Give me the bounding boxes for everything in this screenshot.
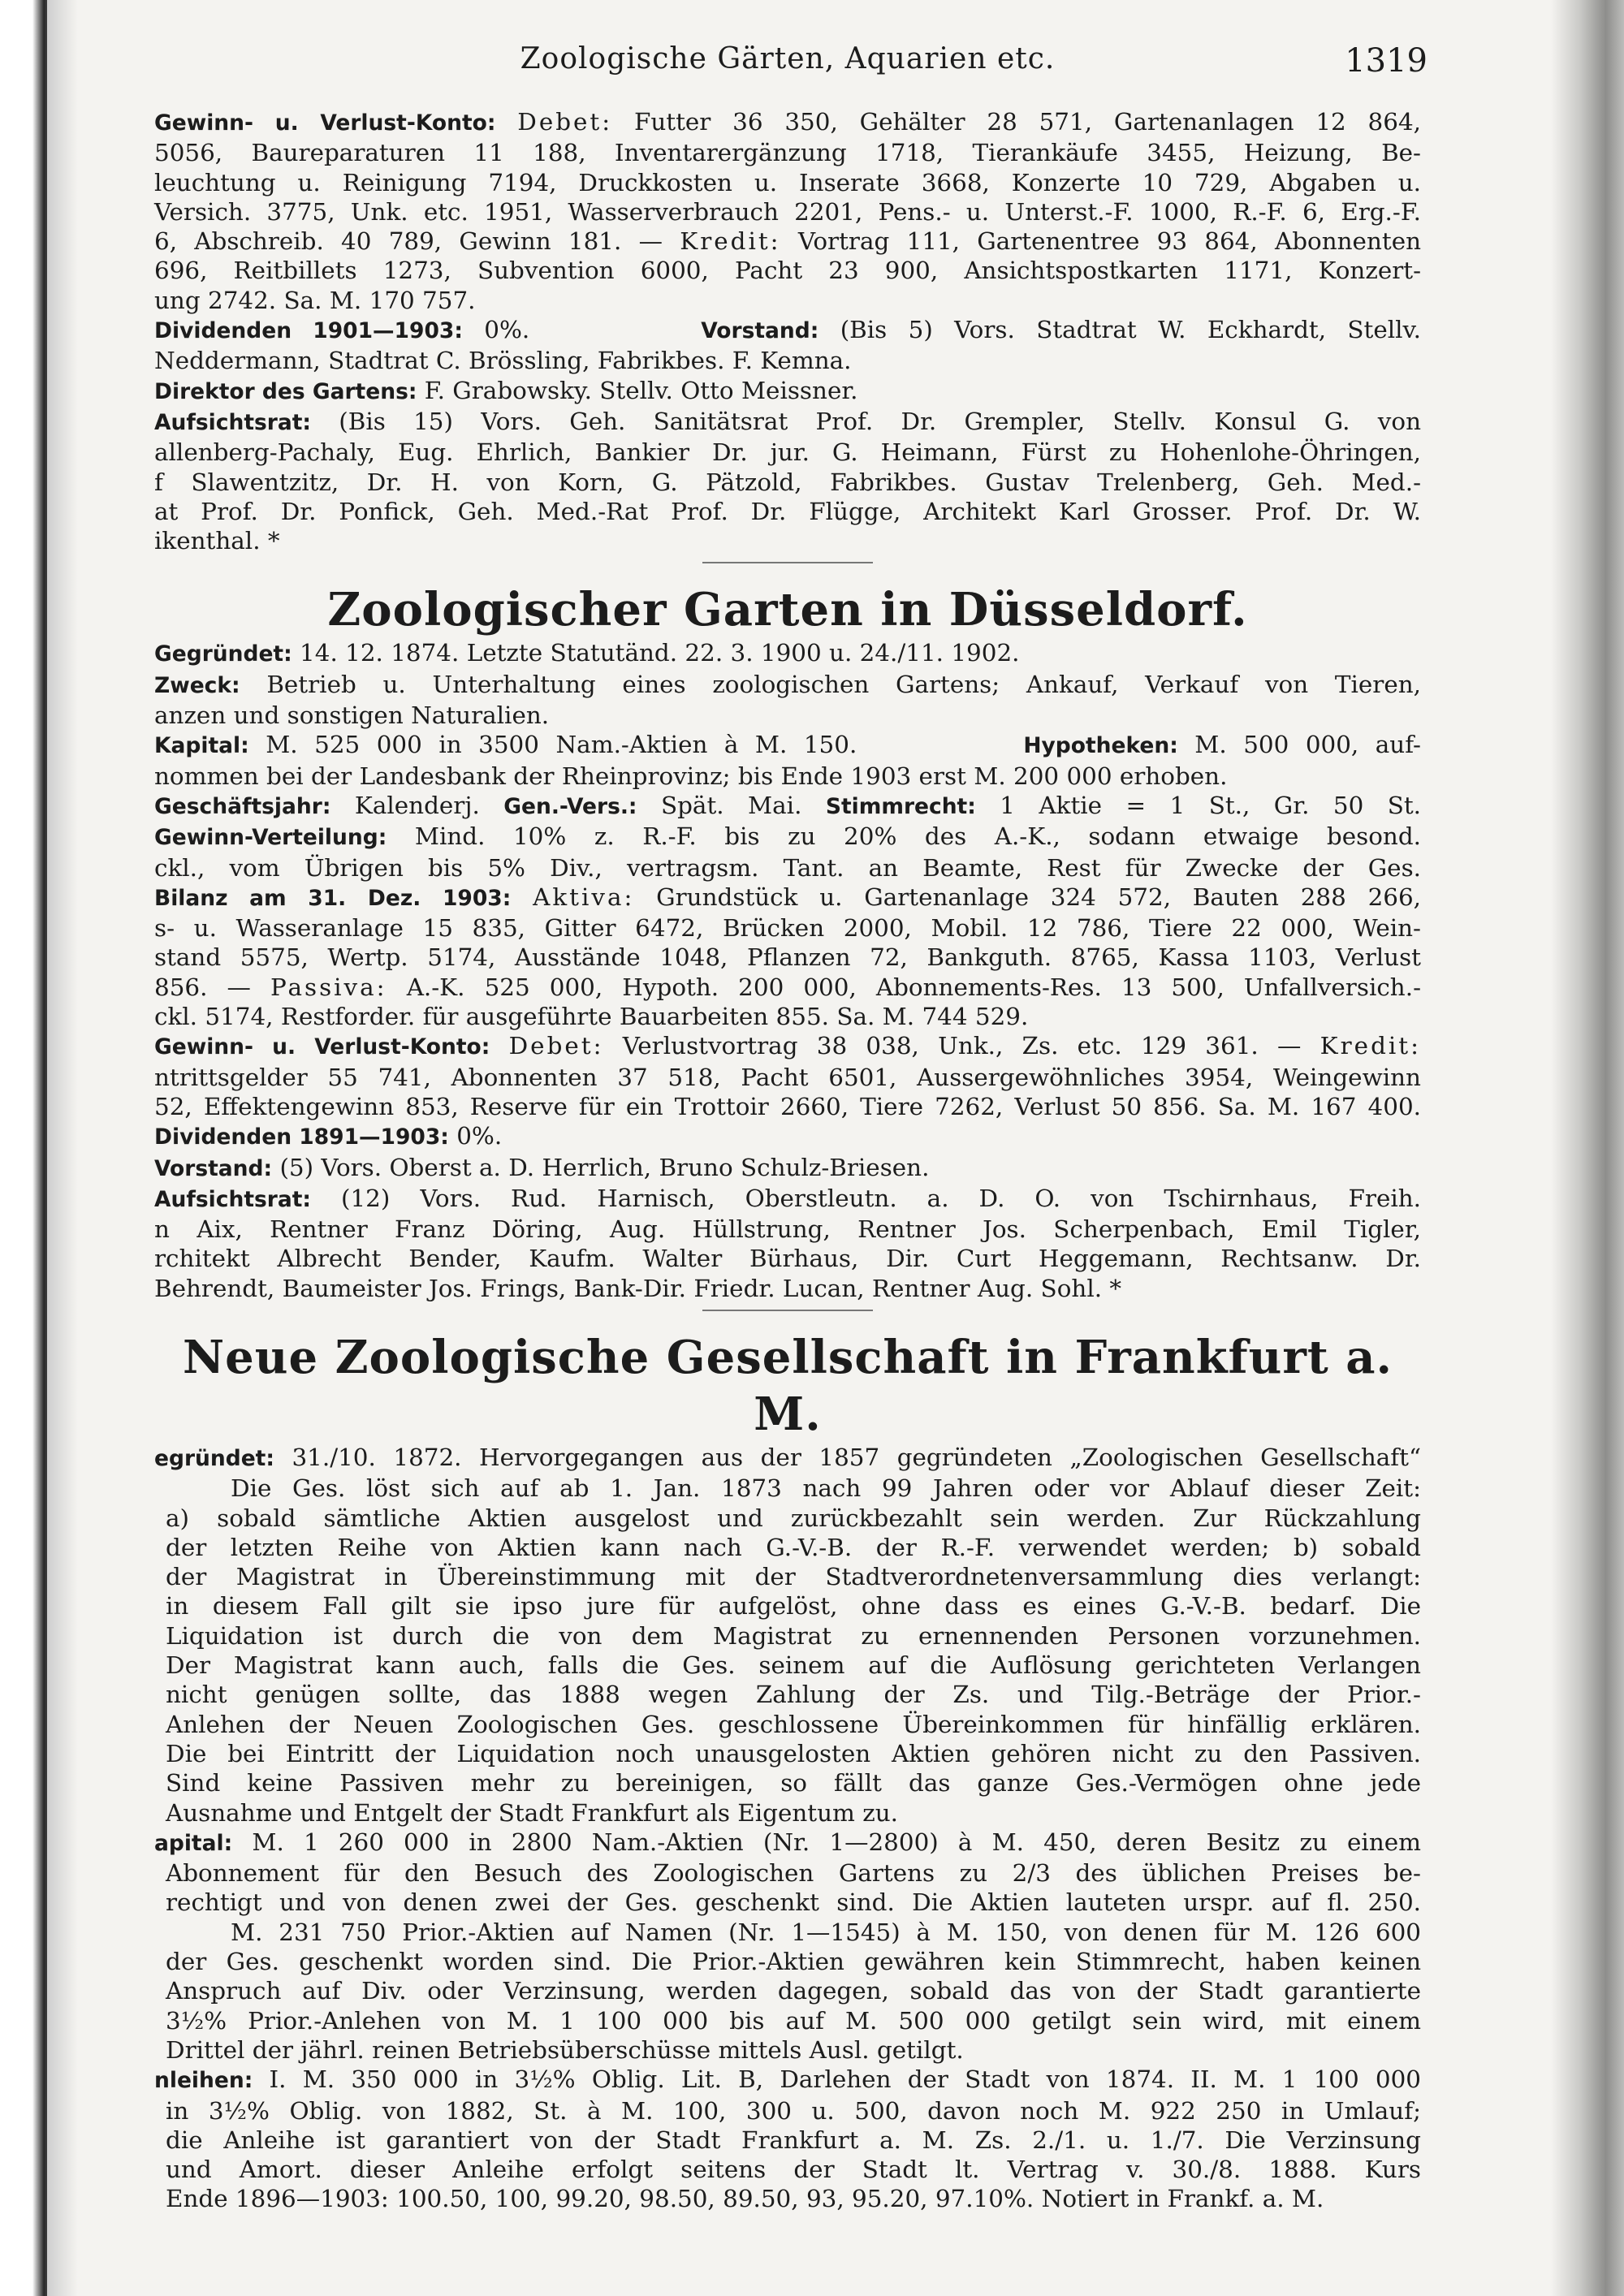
book-binding-shadow <box>0 0 47 2296</box>
text-line: M. 231 750 Prior.-Aktien auf Namen (Nr. 1—1545) à M. 150, von denen für M. 126 600 <box>231 1918 1421 1946</box>
entry-label: Vorstand: <box>154 1155 273 1181</box>
text-line <box>154 1443 1421 1474</box>
text-line: der Magistrat in Übereinstimmung mit der Stadtverordnetenversammlung dies verlangt: <box>166 1563 1421 1591</box>
text-line: Anspruch auf Div. oder Verzinsung, werden dagegen, sobald das von der Stadt garantierte <box>166 1977 1421 2005</box>
text-line <box>154 670 1421 701</box>
entry-text: Mind. 10% z. R.-F. bis zu 20% des A.-K., sodann etwaige besond. <box>414 822 1422 851</box>
entry-text: Grundstück u. Gartenanlage 324 572, Bauten 288 266, <box>656 883 1422 911</box>
entry-label: egründet: <box>154 1445 274 1471</box>
text-line: at Prof. Dr. Ponfick, Geh. Med.-Rat Prof. Dr. Flügge, Architekt Karl Grosser. Prof. Dr. W. <box>154 497 1421 525</box>
text-line: in 3½% Oblig. von 1882, St. à M. 100, 300 u. 500, davon noch M. 922 250 in Umlauf; <box>166 2096 1421 2125</box>
section-divider <box>702 562 873 563</box>
text-line <box>154 107 1421 138</box>
entry-label: apital: <box>154 1830 233 1856</box>
text-line: Ende 1896—1903: 100.50, 100, 99.20, 98.50, 89.50, 93, 95.20, 97.10%. Notiert in Frankf. a. M. <box>166 2185 1324 2213</box>
text-line: ung 2742. Sa. M. 170 757. <box>154 286 476 314</box>
text-line: n Aix, Rentner Franz Döring, Aug. Hüllstrung, Rentner Jos. Scherpenbach, Emil Tigler, <box>154 1215 1421 1244</box>
text-line <box>154 791 1421 822</box>
entry-text: A.-K. 525 000, Hypoth. 200 000, Abonnements-Res. 13 500, Unfallversich.- <box>406 973 1422 1001</box>
entry-label: Kapital: <box>154 733 249 759</box>
entry-sublabel: Debet: <box>517 108 613 136</box>
loans-paragraph <box>154 2096 1421 2214</box>
text-line: 696, Reitbillets 1273, Subvention 6000, Pacht 23 900, Ansichtspostkarten 1171, Konzert- <box>154 257 1421 285</box>
entry-label: Bilanz am 31. Dez. 1903: <box>154 885 512 911</box>
entry-text: I. M. 350 000 in 3½% Oblig. Lit. B, Darlehen der Stadt von 1874. II. M. 1 100 000 <box>269 2065 1422 2094</box>
page-header <box>154 42 1427 83</box>
entry-sublabel: Kredit: <box>1320 1032 1421 1060</box>
page-number: 1319 <box>1345 42 1427 80</box>
entry-label: Dividenden 1901—1903: <box>154 318 463 344</box>
entry-text: Vortrag 111, Gartenentree 93 864, Abonnenten <box>797 227 1422 256</box>
entry-label: Direktor des Gartens: <box>154 378 417 404</box>
text-line: rchitekt Albrecht Bender, Kaufm. Walter Bürhaus, Dir. Curt Heggemann, Rechtsanw. Dr. <box>154 1245 1421 1273</box>
entry-text: 14. 12. 1874. Letzte Statutänd. 22. 3. 1900 u. 24./11. 1902. <box>300 639 1020 667</box>
entry-label: Gewinn- u. Verlust-Konto: <box>154 1034 490 1060</box>
text-line <box>154 315 1421 346</box>
entry-text: 856. — <box>154 973 251 1001</box>
entry-sublabel: Passiva: <box>270 973 387 1001</box>
text-line <box>154 1184 1421 1215</box>
page-body <box>154 107 1421 2214</box>
text-line <box>154 1031 1421 1062</box>
entry-text: (12) Vors. Rud. Harnisch, Oberstleutn. a. D. O. von Tschirnhaus, Freih. <box>341 1184 1422 1212</box>
page <box>154 0 1427 2296</box>
text-line <box>154 730 1421 761</box>
text-line <box>154 1153 1421 1184</box>
text-line: nicht genügen sollte, das 1888 wegen Zahlung der Zs. und Tilg.-Beträge der Prior.- <box>166 1681 1421 1709</box>
text-line: Die bei Eintritt der Liquidation noch unausgelosten Aktien gehören nicht zu den Passiven. <box>166 1739 1421 1767</box>
entry-label: Hypotheken: <box>1023 733 1178 759</box>
text-line: Abonnement für den Besuch des Zoologischen Gartens zu 2/3 des üblichen Preises be- <box>166 1859 1421 1888</box>
text-line: ckl. 5174, Restforder. für ausgeführte Bauarbeiten 855. Sa. M. 744 529. <box>154 1003 1029 1031</box>
section-frankfurt <box>154 1329 1421 2214</box>
text-line <box>154 822 1421 852</box>
text-line: der Ges. geschenkt worden sind. Die Prior.-Aktien gewähren kein Stimmrecht, haben keinen <box>166 1948 1421 1976</box>
text-line <box>154 1828 1421 1858</box>
binding-edge <box>47 0 78 2296</box>
entry-text: 1 Aktie = 1 St., Gr. 50 St. <box>1000 791 1422 819</box>
entry-label: Stimmrecht: <box>825 793 976 819</box>
entry-label: Aufsichtsrat: <box>154 1186 311 1212</box>
text-line: die Anleihe ist garantiert von der Stadt Frankfurt a. M. Zs. 2./1. u. 1./7. Die Verzinsung <box>166 2126 1421 2154</box>
entry-label: Dividenden 1891—1903: <box>154 1124 449 1150</box>
text-line: f Slawentzitz, Dr. H. von Korn, G. Pätzold, Fabrikbes. Gustav Trelenberg, Geh. Med.- <box>154 468 1421 496</box>
text-line: stand 5575, Wertp. 5174, Ausstände 1048, Pflanzen 72, Bankguth. 8765, Kassa 1103, Verlust <box>154 943 1421 972</box>
entry-label: Gen.-Vers.: <box>503 793 637 819</box>
entry-text: Futter 36 350, Gehälter 28 571, Gartenanlagen 12 864, <box>633 108 1421 136</box>
entry-label: Aufsichtsrat: <box>154 409 311 435</box>
text-line: Behrendt, Baumeister Jos. Frings, Bank-Dir. Friedr. Lucan, Rentner Aug. Sohl. * <box>154 1274 1122 1302</box>
text-line: rechtigt und von denen zwei der Ges. geschenkt sind. Die Aktien lauteten urspr. auf fl. 250. <box>166 1888 1421 1917</box>
section-continuation <box>154 107 1421 563</box>
entry-label: Vorstand: <box>701 318 819 344</box>
entry-label: Zweck: <box>154 672 240 698</box>
text-line: 52, Effektengewinn 853, Reserve für ein Trottoir 2660, Tiere 7262, Verlust 50 856. Sa. M. 167 400. <box>154 1092 1421 1120</box>
entry-text: 31./10. 1872. Hervorgegangen aus der 1857 gegründeten „Zoologischen Gesellschaft“ <box>292 1443 1421 1471</box>
entry-text: F. Grabowsky. Stellv. Otto Meissner. <box>424 376 858 404</box>
entry-text: M. 1 260 000 in 2800 Nam.-Aktien (Nr. 1—2800) à M. 450, deren Besitz zu einem <box>252 1828 1422 1856</box>
entry-label: Geschäftsjahr: <box>154 793 331 819</box>
entry-text: Spät. Mai. <box>660 791 802 819</box>
text-line: ckl., vom Übrigen bis 5% Div., vertragsm. Tant. an Beamte, Rest für Zwecke der Ges. <box>154 853 1421 882</box>
entry-text: (Bis 15) Vors. Geh. Sanitätsrat Prof. Dr. Grempler, Stellv. Konsul G. von <box>339 407 1421 435</box>
entry-sublabel: Debet: <box>508 1032 604 1060</box>
text-line: Der Magistrat kann auch, falls die Ges. seinem auf die Auflösung gerichteten Verlangen <box>166 1651 1421 1680</box>
section-title: Zoologischer Garten in Düsseldorf. <box>327 583 1248 637</box>
entry-text: 0%. <box>484 316 530 344</box>
text-line: a) sobald sämtliche Aktien ausgelost und zurückbezahlt sein werden. Zur Rückzahlung <box>166 1504 1421 1532</box>
text-line: in diesem Fall gilt sie ipso jure für aufgelöst, ohne dass es eines G.-V.-B. bedarf. Die <box>166 1592 1421 1621</box>
text-line: Versich. 3775, Unk. etc. 1951, Wasserverbrauch 2201, Pens.- u. Unterst.-F. 1000, R.-F. 6, Erg.-F. <box>154 197 1421 226</box>
capital-paragraph <box>154 1858 1421 2065</box>
entry-label: Gegründet: <box>154 641 292 667</box>
dissolution-paragraph <box>154 1474 1421 1828</box>
text-line <box>154 883 1421 913</box>
text-line: nommen bei der Landesbank der Rheinprovinz; bis Ende 1903 erst M. 200 000 erhoben. <box>154 762 1228 790</box>
text-line: leuchtung u. Reinigung 7194, Druckkosten u. Inserate 3668, Konzerte 10 729, Abgaben u. <box>154 168 1421 196</box>
entry-text: (5) Vors. Oberst a. D. Herrlich, Bruno Schulz-Briesen. <box>279 1153 930 1181</box>
text-line: Sind keine Passiven mehr zu bereinigen, so fällt das ganze Ges.-Vermögen ohne jede <box>166 1769 1421 1798</box>
text-line <box>154 227 1421 256</box>
text-line: der letzten Reihe von Aktien kann nach G.-V.-B. der R.-F. verwendet werden; b) sobald <box>166 1533 1421 1561</box>
text-line <box>154 638 1421 669</box>
section-title: Neue Zoologische Gesellschaft in Frankfurt a. M. <box>182 1330 1393 1441</box>
text-line: allenberg-Pachaly, Eug. Ehrlich, Bankier Dr. jur. G. Heimann, Fürst zu Hohenlohe-Öhringen, <box>154 438 1421 467</box>
text-line: ikenthal. * <box>154 527 280 555</box>
entry-text: 6, Abschreib. 40 789, Gewinn 181. — <box>154 227 663 256</box>
text-line <box>154 2065 1421 2095</box>
running-title: Zoologische Gärten, Aquarien etc. <box>520 42 1056 76</box>
entry-label: nleihen: <box>154 2068 253 2094</box>
section-duesseldorf <box>154 581 1421 1311</box>
entry-text: Kalenderj. <box>354 791 480 819</box>
entry-text: 0%. <box>456 1122 503 1150</box>
text-line: Drittel der jährl. reinen Betriebsüberschüsse mittels Ausl. getilgt. <box>166 2035 964 2064</box>
text-line: 5056, Baureparaturen 11 188, Inventarergänzung 1718, Tierankäufe 3455, Heizung, Be- <box>154 139 1421 167</box>
text-line: anzen und sonstigen Naturalien. <box>154 701 550 730</box>
entry-text: (Bis 5) Vors. Stadtrat W. Eckhardt, Stellv. <box>840 316 1422 344</box>
text-line: ntrittsgelder 55 741, Abonnenten 37 518, Pacht 6501, Aussergewöhnliches 3954, Weingewinn <box>154 1063 1421 1091</box>
entry-sublabel: Aktiva: <box>533 883 635 911</box>
text-line: und Amort. dieser Anleihe erfolgt seitens der Stadt lt. Vertrag v. 30./8. 1888. Kurs <box>166 2156 1421 2184</box>
text-line <box>154 376 1421 407</box>
text-line: Liquidation ist durch die von dem Magistrat zu ernennenden Personen vorzunehmen. <box>166 1621 1421 1650</box>
text-line: Die Ges. löst sich auf ab 1. Jan. 1873 nach 99 Jahren oder vor Ablauf dieser Zeit: <box>231 1474 1421 1503</box>
text-line <box>154 1121 1421 1152</box>
text-line <box>154 407 1421 438</box>
entry-label: Gewinn-Verteilung: <box>154 825 387 851</box>
page-edge-shadow <box>1551 0 1624 2296</box>
entry-label: Gewinn- u. Verlust-Konto: <box>154 110 496 136</box>
text-line: s- u. Wasseranlage 15 835, Gitter 6472, Brücken 2000, Mobil. 12 786, Tiere 22 000, Wein- <box>154 914 1421 943</box>
text-line: Ausnahme und Entgelt der Stadt Frankfurt als Eigentum zu. <box>166 1798 898 1827</box>
entry-text: M. 500 000, auf- <box>1194 731 1421 759</box>
section-divider <box>702 1310 873 1311</box>
text-line: 3½% Prior.-Anlehen von M. 1 100 000 bis auf M. 500 000 getilgt sein wird, mit einem <box>166 2006 1421 2035</box>
entry-text: M. 525 000 in 3500 Nam.-Aktien à M. 150. <box>266 731 857 759</box>
entry-text: Betrieb u. Unterhaltung eines zoologischen Gartens; Ankauf, Verkauf von Tieren, <box>266 670 1421 698</box>
entry-text: Verlustvortrag 38 038, Unk., Zs. etc. 129 361. — <box>622 1032 1302 1060</box>
text-line: Neddermann, Stadtrat C. Brössling, Fabrikbes. F. Kemna. <box>154 347 852 375</box>
text-line <box>154 973 1421 1002</box>
text-line: Anlehen der Neuen Zoologischen Ges. geschlossene Übereinkommen für hinfällig erklären. <box>166 1710 1421 1738</box>
entry-sublabel: Kredit: <box>680 227 781 256</box>
